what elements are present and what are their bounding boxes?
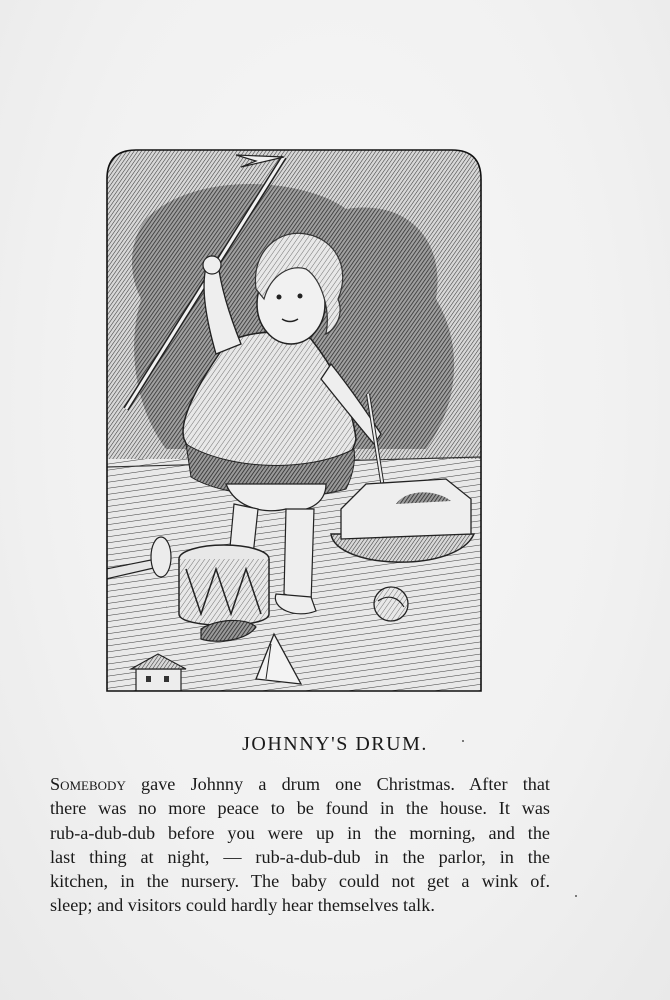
page-title: JOHNNY'S DRUM. [242,733,428,755]
paragraph-line-3: rub-a-dub-dub before you were up in the morning, and the [50,822,550,843]
print-speck [462,740,464,742]
paragraph-line-1: Somebody gave Johnny a drum one Christmas. After that [50,774,550,794]
print-speck [575,895,577,897]
story-paragraph [50,772,550,918]
paragraph-line-6: sleep; and visitors could hardly hear themselves talk. [50,895,435,916]
lead-word: Somebody [50,774,126,794]
paragraph-line-2: there was no more peace to be found in the house. It was [50,798,550,819]
paragraph-line-4: last thing at night, — rub-a-dub-dub in the parlor, in the [50,846,550,867]
paragraph-line-5: kitchen, in the nursery. The baby could not get a wink of. [50,871,550,892]
engraving-illustration [106,149,482,692]
